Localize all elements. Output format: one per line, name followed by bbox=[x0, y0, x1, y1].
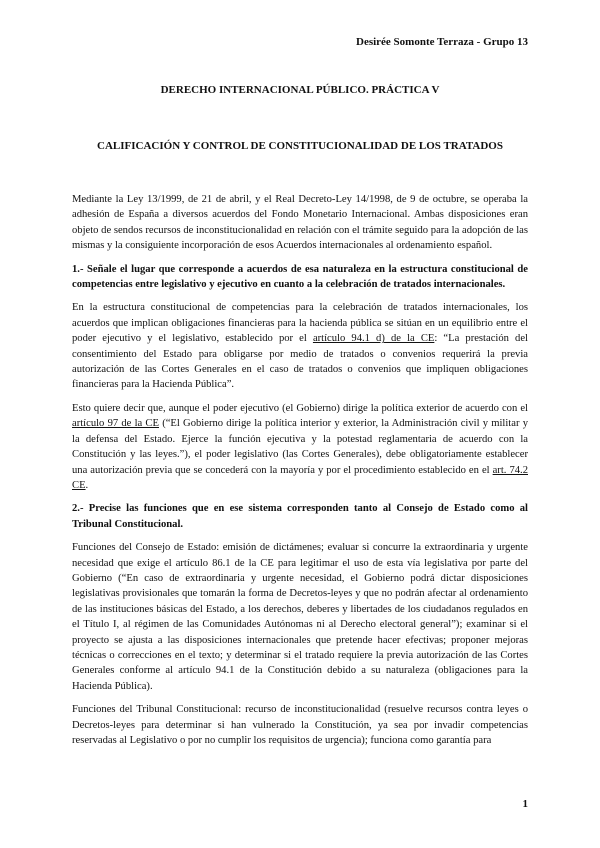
page-header: Desirée Somonte Terraza - Grupo 13 bbox=[356, 36, 528, 48]
article-97-link[interactable]: artículo 97 de la CE bbox=[72, 418, 159, 430]
answer-2-paragraph: Funciones del Consejo de Estado: emisión de dictámenes; evaluar si concurre la extraordinaria y urgente necesidad que exige el artículo 86.1 de la CE para legitimar el uso de esta vía legislativa por parte del Gobierno (“En caso de extraordinaria y urgente necesidad, el Gobierno podrá dictar disposiciones legislativas provisionales que tomarán la forma de Decretos-leyes y que no podrán afectar al ordenamiento de las instituciones básicas del Estado, a los derechos, deberes y libertades de los ciudadanos regulados en el Título I, al régimen de las Comunidades Autónomas ni al Derecho electoral general”); examinar si el proyecto se ajusta a las disposiciones internacionales que pretende hacer efectivas; proponer mejoras técnicas o correcciones en el texto; y determinar si el tratado requiere la previa autorización de las Cortes Generales conforme al artículo 94.1 de la Constitución debido a su naturaleza (obligaciones para la Hacienda Pública). bbox=[72, 542, 528, 692]
answer-1-paragraph bbox=[72, 300, 528, 392]
question-2: 2.- Precise las funciones que en ese sistema corresponden tanto al Consejo de Estado como al Tribunal Constitucional. bbox=[72, 503, 528, 530]
document-title: DERECHO INTERNACIONAL PÚBLICO. PRÁCTICA V bbox=[160, 84, 440, 96]
answer-1-paragraph-2 bbox=[72, 401, 528, 493]
question-1: 1.- Señale el lugar que corresponde a acuerdos de esa naturaleza en la estructura constitucional de competencias entre legislativo y ejecutivo en cuanto a la celebración de tratados internacionales. bbox=[72, 263, 528, 291]
text-span: Esto quiere decir que, aunque el poder ejecutivo (el Gobierno) dirige la política exterior de acuerdo con el bbox=[72, 402, 528, 414]
document-subtitle: CALIFICACIÓN Y CONTROL DE CONSTITUCIONALIDAD DE LOS TRATADOS bbox=[97, 140, 503, 152]
document-body bbox=[72, 192, 528, 756]
text-span: (“El Gobierno dirige la política interior y exterior, la Administración civil y militar y la defensa del Estado. Ejerce la función ejecutiva y la potestad reglamentaria de acuerdo con la Constitución y las leyes.”), el poder legislativo (las Cortes Generales), debe obligatoriamente establecer una autorización previa que se concederá con la mayoría y por el procedimiento establecido en el bbox=[72, 418, 528, 476]
article-74-link[interactable]: art. 74.2 CE bbox=[72, 464, 528, 491]
page-number: 1 bbox=[522, 798, 528, 810]
intro-paragraph: Mediante la Ley 13/1999, de 21 de abril, y el Real Decreto-Ley 14/1998, de 9 de octubre, se operaba la adhesión de España a diversos acuerdos del Fondo Monetario Internacional. Ambas disposiciones eran objeto de sendos recursos de inconstitucionalidad en relación con el trámite seguido para la adopción de las mismas y la consiguiente incorporación de esos Acuerdos internacionales al ordenamiento español. bbox=[72, 194, 528, 252]
text-span: . bbox=[85, 479, 89, 491]
text-span: : “La prestación del consentimiento del Estado para obligarse por medio de tratados o convenios requerirá la previa autorización de las Cortes Generales en el caso de tratados o convenios que impliquen obligaciones financieras para la Hacienda Pública”. bbox=[72, 333, 528, 391]
text-span: En la estructura constitucional de competencias para la celebración de tratados internacionales, los acuerdos que implican obligaciones financieras para la hacienda pública se sitúan en un equilibrio entre el poder ejecutivo y el legislativo, establecido por el bbox=[72, 302, 528, 345]
answer-2-paragraph-2: Funciones del Tribunal Constitucional: recurso de inconstitucionalidad (resuelve recursos contra leyes o Decretos-leyes para determinar si han vulnerado la Constitución, ya sea por invadir competencias reservadas al Legislativo o por no cumplir los requisitos de urgencia); funciona como garantía para bbox=[72, 704, 528, 746]
article-94-link[interactable]: artículo 94.1 d) de la CE bbox=[312, 333, 435, 345]
